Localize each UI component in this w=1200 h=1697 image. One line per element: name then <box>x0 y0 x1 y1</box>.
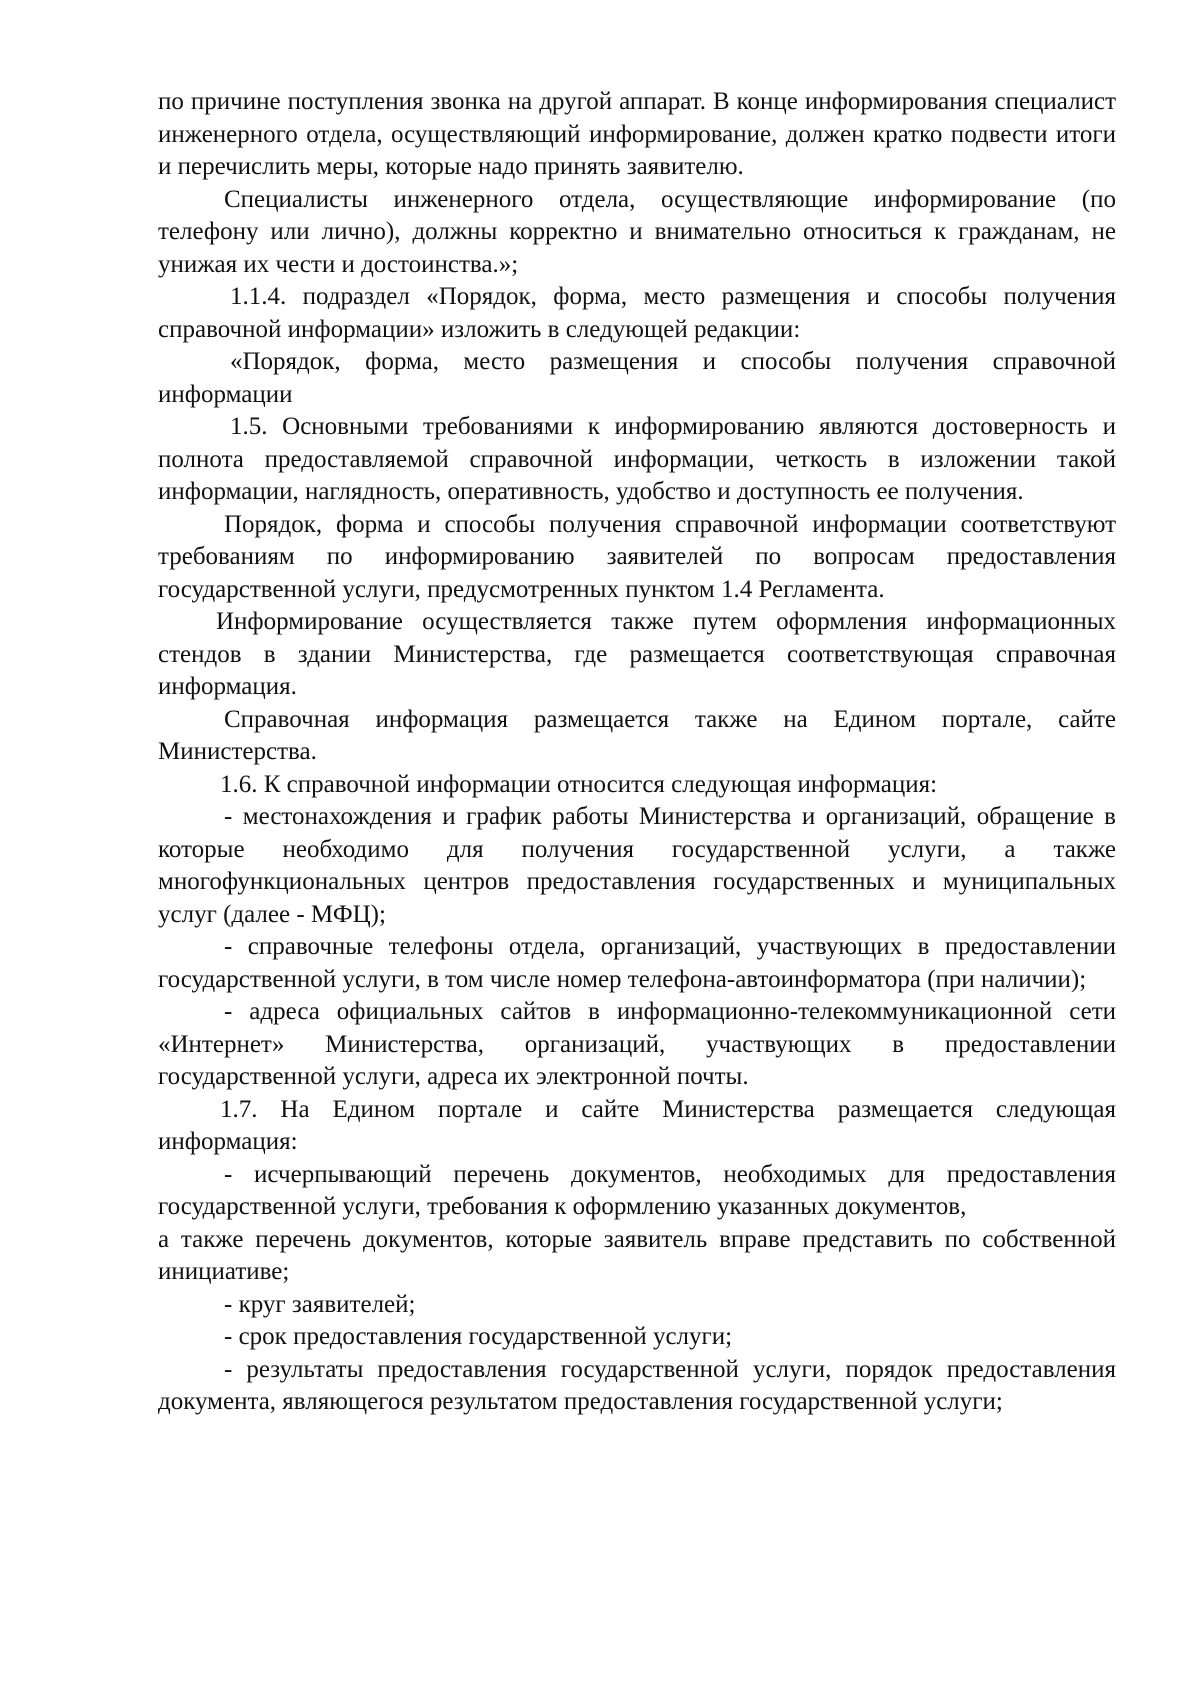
list-item-applicants: - круг заявителей; <box>224 1290 416 1318</box>
list-item-term: - срок предоставления государственной услуги; <box>224 1323 733 1350</box>
paragraph-specialists-conduct: Специалисты инженерного отдела, осуществляющие информирование (по телефону или лично), должны корректно и внимательно относиться к гражданам, не унижая их чести и достоинства.»; <box>158 185 1116 278</box>
list-item-documents: - исчерпывающий перечень документов, необходимых для предоставления государственной услуги, требования к оформлению указанных документов, <box>158 1160 1116 1220</box>
paragraph-subsection-1-1-4: 1.1.4. подраздел «Порядок, форма, место размещения и способы получения справочной информации» изложить в следующей редакции: <box>158 283 1116 343</box>
paragraph-subsection-title: «Порядок, форма, место размещения и способы получения справочной информации <box>158 348 1116 408</box>
paragraph-call-transfer: по причине поступления звонка на другой аппарат. В конце информирования специалист инженерного отдела, осуществляющий информирование, должен кратко подвести итоги и перечислить меры, которые надо принять заявителю. <box>158 88 1116 180</box>
document-body <box>158 86 1116 1419</box>
paragraph-1-5: 1.5. Основными требованиями к информированию являются достоверность и полнота предоставляемой справочной информации, четкость в изложении такой информации, наглядность, оперативность, удобство и доступность ее получения. <box>158 413 1116 505</box>
paragraph-procedure-form: Порядок, форма и способы получения справочной информации соответствуют требованиям по информированию заявителей по вопросам предоставления государственной услуги, предусмотренных пунктом 1.4 Регламента. <box>158 510 1116 603</box>
list-item-websites: - адреса официальных сайтов в информационно-телекоммуникационной сети «Интернет» Министерства, организаций, участвующих в предоставлении государственной услуги, адреса их электронной почты. <box>158 998 1116 1090</box>
paragraph-info-stands: Информирование осуществляется также путем оформления информационных стендов в здании Министерства, где размещается соответствующая справочная информация. <box>158 608 1116 700</box>
paragraph-1-6: 1.6. К справочной информации относится следующая информация: <box>220 770 938 798</box>
paragraph-optional-documents: а также перечень документов, которые заявитель вправе представить по собственной инициативе; <box>158 1225 1116 1285</box>
list-item-phones: - справочные телефоны отдела, организаций, участвующих в предоставлении государственной услуги, в том числе номер телефона-автоинформатора (при наличии); <box>158 933 1116 993</box>
list-item-results: - результаты предоставления государственной услуги, порядок предоставления документа, являющегося результатом предоставления государственной услуги; <box>158 1355 1116 1415</box>
paragraph-1-7: 1.7. На Едином портале и сайте Министерства размещается следующая информация: <box>158 1095 1116 1155</box>
paragraph-portal-site: Справочная информация размещается также на Едином портале, сайте Министерства. <box>158 705 1116 765</box>
list-item-location: - местонахождения и график работы Министерства и организаций, обращение в которые необходимо для получения государственной услуги, а также многофункциональных центров предоставления государственных и муниципальных услуг (далее - МФЦ); <box>158 803 1116 928</box>
